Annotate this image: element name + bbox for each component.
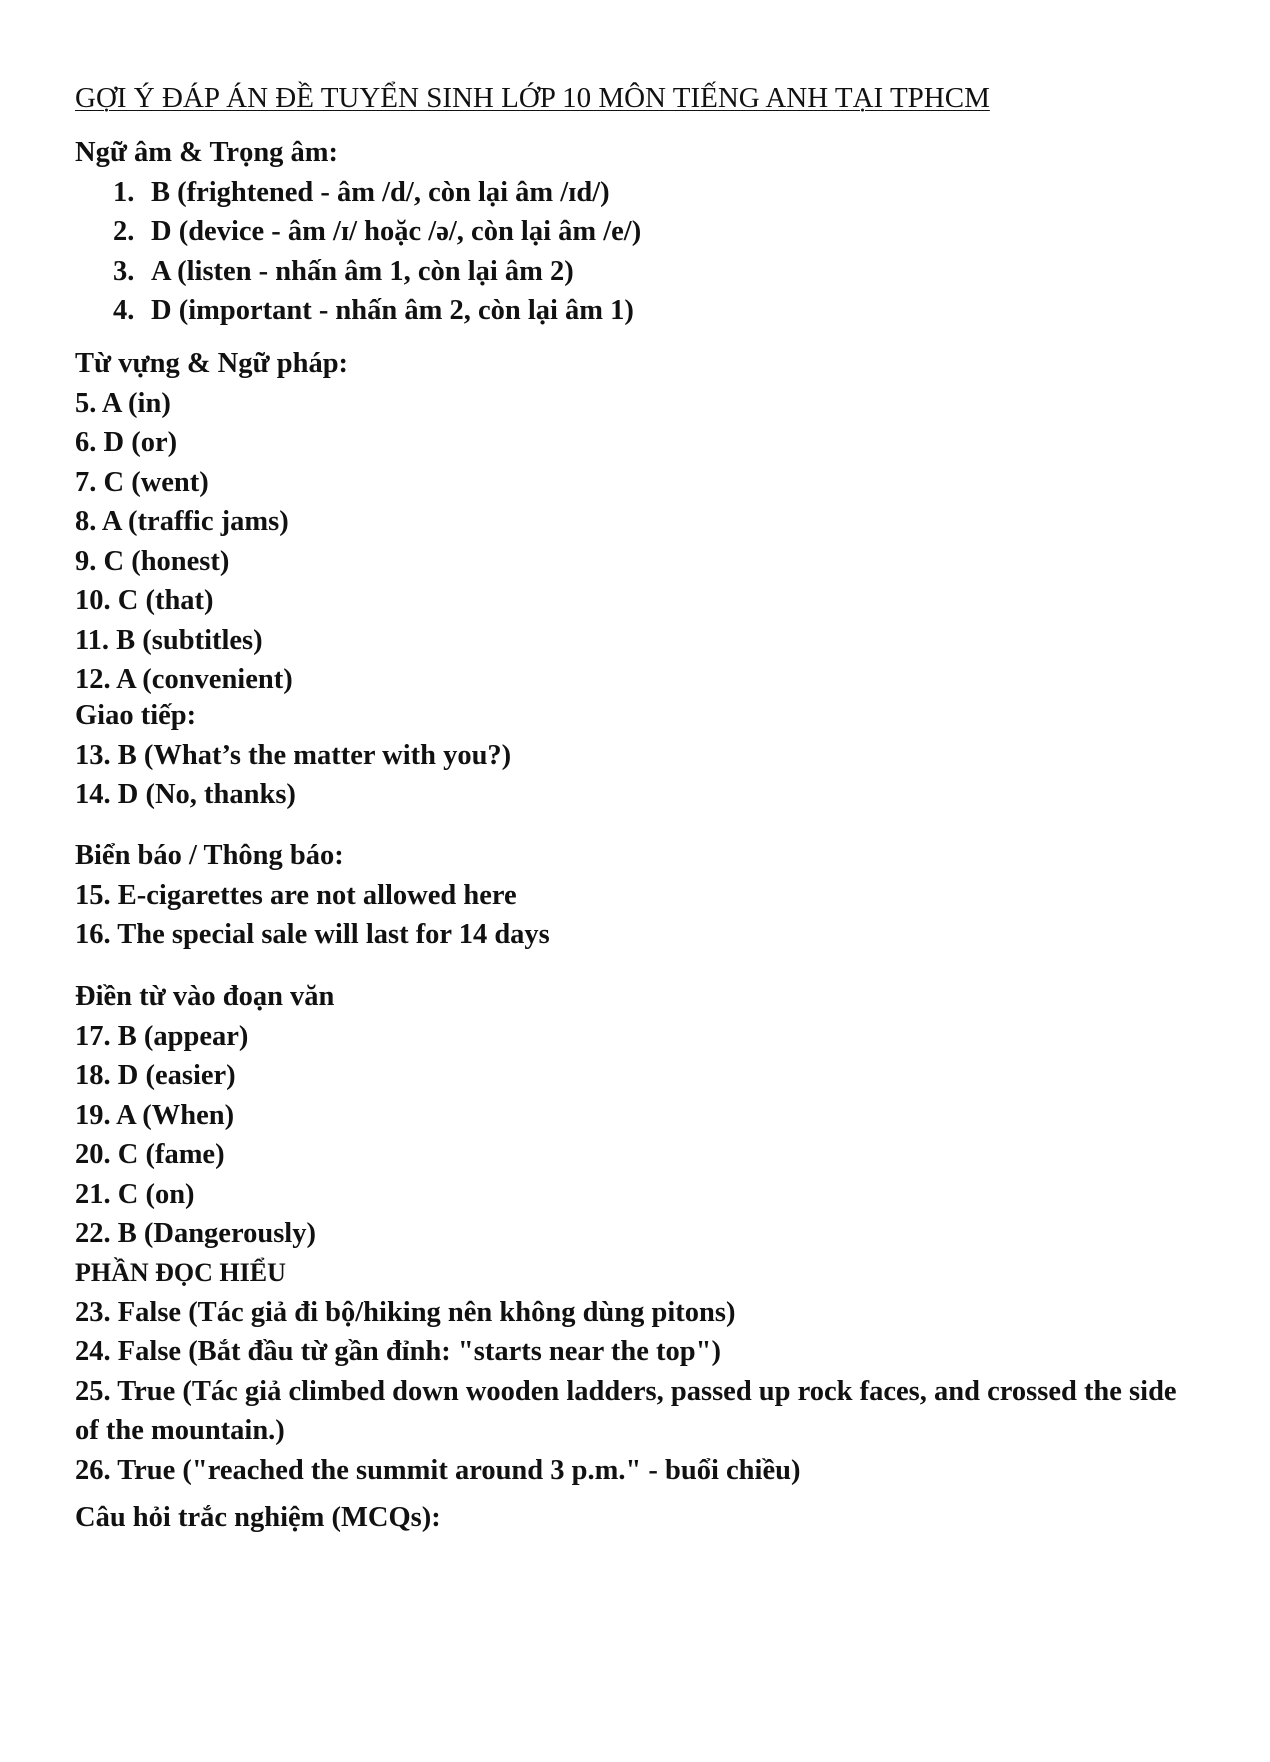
- section-pronunciation: [75, 133, 1205, 331]
- section-heading: Điền từ vào đoạn văn: [75, 981, 335, 1012]
- answer-item: 9. C (honest): [75, 545, 230, 577]
- section-cloze: [75, 977, 1205, 1254]
- section-vocabulary-grammar: [75, 344, 1205, 700]
- answer-item: 22. B (Dangerously): [75, 1218, 316, 1249]
- answer-item: 23. False (Tác giả đi bộ/hiking nên không dùng pitons): [75, 1296, 736, 1328]
- answer-item: 26. True ("reached the summit around 3 p.m." - buổi chiều): [75, 1454, 801, 1486]
- document-title: GỢI Ý ĐÁP ÁN ĐỀ TUYỂN SINH LỚP 10 MÔN TIẾNG ANH TẠI TPHCM: [75, 82, 990, 114]
- section-reading: [75, 1253, 1205, 1490]
- answer-item: 20. C (fame): [75, 1139, 225, 1170]
- answer-item: 11. B (subtitles): [75, 624, 263, 656]
- list-item-text: A (listen - nhấn âm 1, còn lại âm 2): [151, 255, 574, 287]
- answer-item: 8. A (traffic jams): [75, 506, 289, 537]
- answer-item: 6. D (or): [75, 427, 178, 458]
- answer-item: 7. C (went): [75, 466, 209, 498]
- list-item: [75, 252, 1205, 292]
- list-number: 3.: [113, 255, 135, 287]
- section-heading: Ngữ âm & Trọng âm:: [75, 137, 339, 168]
- section-signs-notices: [75, 836, 1205, 955]
- answer-item: 24. False (Bắt đầu từ gần đỉnh: "starts near the top"): [75, 1336, 721, 1367]
- list-item-text: B (frightened - âm /d/, còn lại âm /ɪd/): [151, 176, 610, 208]
- answer-item: 15. E-cigarettes are not allowed here: [75, 879, 517, 911]
- answer-item: 25. True (Tác giả climbed down wooden ladders, passed up rock faces, and crossed the side of the mountain.): [75, 1375, 1177, 1446]
- answer-item: 21. C (on): [75, 1178, 195, 1210]
- list-number: 1.: [113, 176, 135, 208]
- list-number: 2.: [113, 216, 135, 247]
- section-heading: Câu hỏi trắc nghiệm (MCQs):: [75, 1502, 441, 1533]
- answer-item: 13. B (What’s the matter with you?): [75, 739, 512, 771]
- answer-item: 10. C (that): [75, 585, 214, 616]
- section-mcqs: [75, 1498, 1205, 1538]
- list-number: 4.: [113, 295, 135, 326]
- answer-item: 16. The special sale will last for 14 days: [75, 919, 550, 950]
- section-heading: Biển báo / Thông báo:: [75, 840, 344, 871]
- section-communication: [75, 696, 1205, 815]
- answer-item: 14. D (No, thanks): [75, 779, 296, 810]
- list-item: [75, 291, 1205, 331]
- section-heading: PHẦN ĐỌC HIỂU: [75, 1258, 286, 1287]
- list-item-text: D (important - nhấn âm 2, còn lại âm 1): [151, 295, 634, 326]
- answer-item: 19. A (When): [75, 1099, 235, 1131]
- answer-item: 17. B (appear): [75, 1020, 249, 1052]
- list-item-text: D (device - âm /ɪ/ hoặc /ə/, còn lại âm /e/): [151, 216, 642, 247]
- list-item: [75, 173, 1205, 213]
- section-heading: Từ vựng & Ngữ pháp:: [75, 348, 349, 379]
- section-heading: Giao tiếp:: [75, 700, 197, 731]
- list-item: [75, 212, 1205, 252]
- answer-item: 5. A (in): [75, 387, 171, 419]
- answer-item: 12. A (convenient): [75, 664, 293, 695]
- answer-item: 18. D (easier): [75, 1060, 236, 1091]
- numbered-list: [75, 173, 1205, 331]
